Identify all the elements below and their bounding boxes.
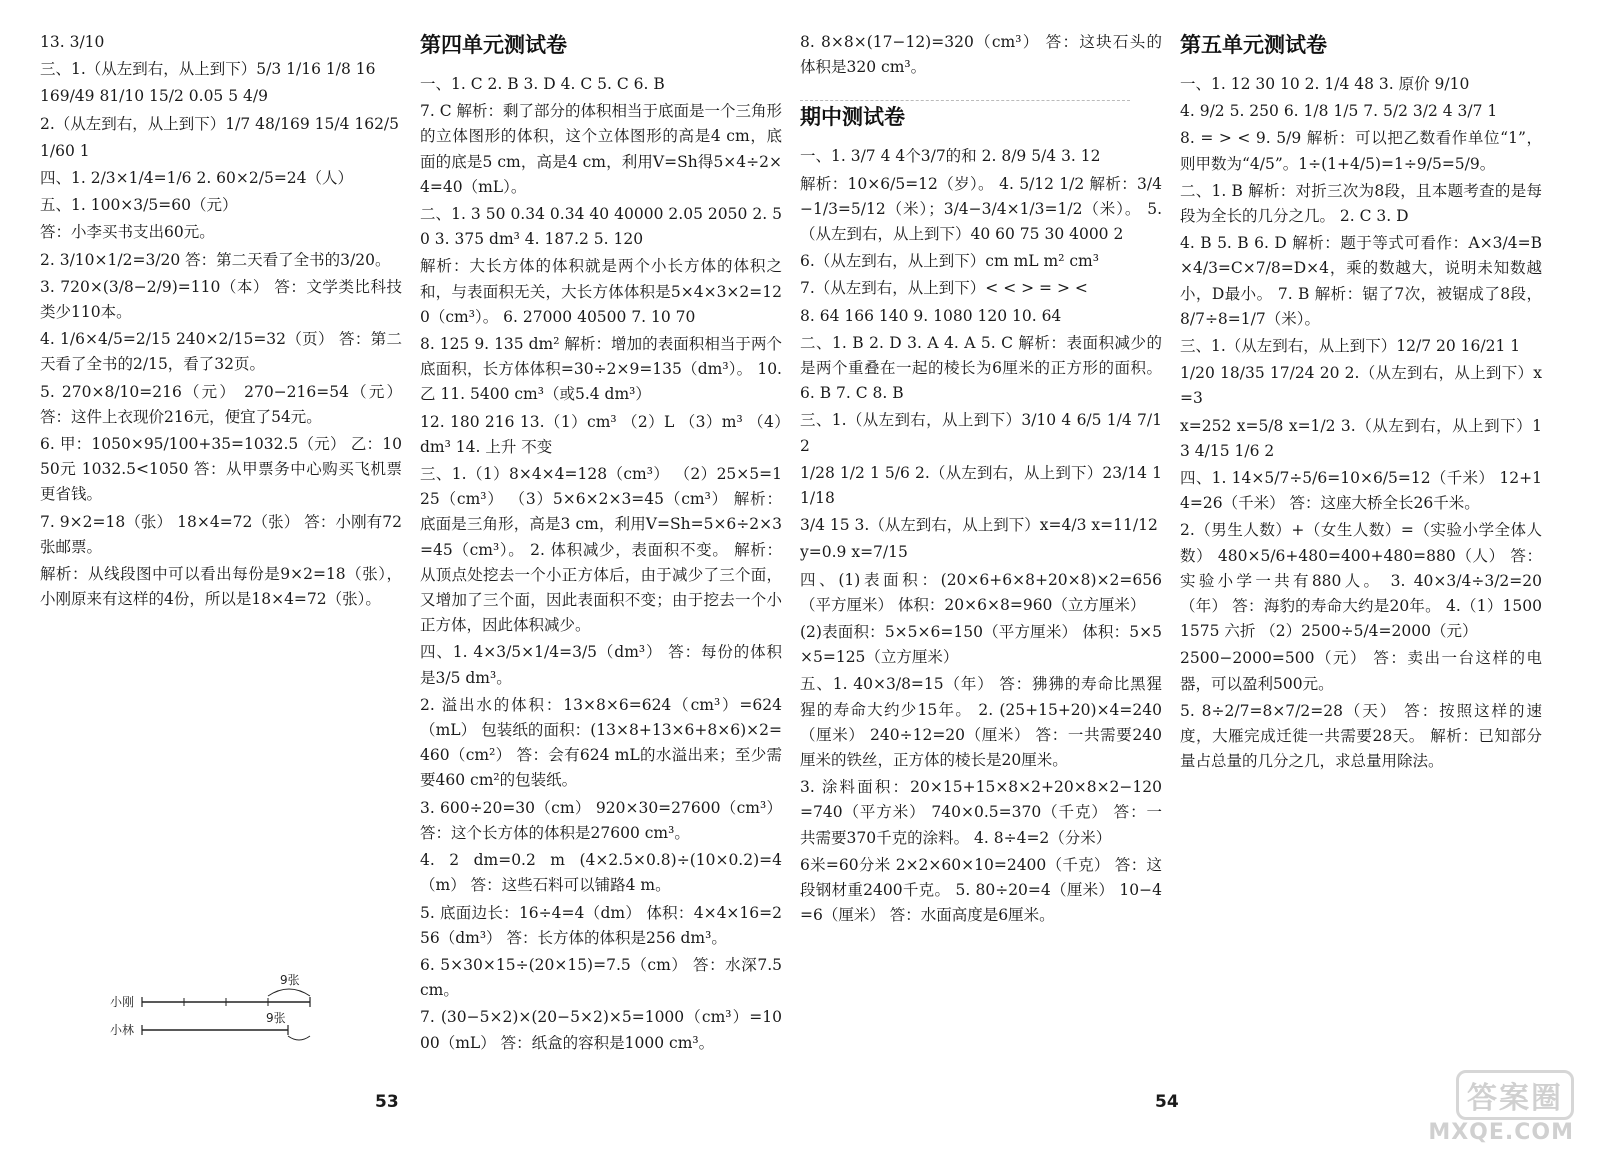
column-1-body <box>40 30 402 612</box>
answer-line: 三、1.（1）8×4×4=128（cm³） （2）25×5=125（cm³） （3）5×6×2×3=45（cm³） 解析：底面是三角形，高是3 cm，利用V=Sh=5×6÷2×3=45（cm³）。 2. 体积减少，表面积不变。 解析：从顶点处挖去一个小正方体后，由于减少了三个面，又增加了三个面，因此表面积不变；由于挖去一个小正方体，因此体积减少。 <box>420 465 782 635</box>
answer-line: 答：小李买书支出60元。 <box>40 223 215 242</box>
answer-line: 5. 8÷2/7=8×7/2=28（天） 答：按照这样的速度，大雁完成迁徙一共需要28天。 解析：已知部分量占总量的几分之几，求总量用除法。 <box>1180 701 1542 771</box>
answer-column-1 <box>40 30 402 1070</box>
answer-line: 5. 底面边长：16÷4=4（dm） 体积：4×4×16=256（dm³） 答：长方体的体积是256 dm³。 <box>420 903 782 947</box>
answer-line: 四、1. 2/3×1/4=1/6 2. 60×2/5=24（人） <box>40 169 354 188</box>
diagram-mark-bottom: 9张 <box>266 1011 286 1025</box>
answer-line: 13. 3/10 <box>40 33 105 51</box>
answer-line: 解析：从线段图中可以看出每份是9×2=18（张），小刚原来有这样的4份，所以是18×4=72（张）。 <box>40 565 402 609</box>
answer-line: 6.（从左到右，从上到下）cm mL m² cm³ <box>800 252 1099 271</box>
answer-line: 1/28 1/2 1 5/6 2.（从左到右，从上到下）23/14 11/18 <box>800 463 1162 508</box>
answer-line: y=0.9 x=7/15 <box>800 543 908 562</box>
watermark-url: MXQE.COM <box>1428 1120 1574 1145</box>
section-title-unit4: 第四单元测试卷 <box>420 33 567 57</box>
answer-line: 二、1. 3 50 0.34 0.34 40 40000 2.05 2050 2. 50 3. 375 dm³ 4. 187.2 5. 120 <box>420 205 782 249</box>
page-number-left: 53 <box>375 1092 399 1112</box>
answer-line: 7. C 解析：剩了部分的体积相当于底面是一个三角形的立体图形的体积，这个立体图形的高是4 cm，底面的底是5 cm，高是4 cm，利用V=Sh得5×4÷2×4=40（mL）。 <box>420 102 782 196</box>
diagram-label-top: 小刚 <box>110 995 135 1009</box>
answer-line: 5. 270×8/10=216（元） 270−216=54（元） 答：这件上衣现价216元，便宜了54元。 <box>40 382 402 426</box>
column-2-body <box>420 72 782 1056</box>
answer-line: 2500−2000=500（元） 答：卖出一台这样的电器，可以盈利500元。 <box>1180 649 1542 693</box>
answer-line: 1/60 1 <box>40 141 90 160</box>
section-title-unit5: 第五单元测试卷 <box>1180 33 1327 57</box>
answer-column-3 <box>800 30 1162 1070</box>
answer-line: 4. 9/2 5. 250 6. 1/8 1/5 7. 5/2 3/2 4 3/7 1 <box>1180 102 1498 121</box>
answer-column-2 <box>420 30 782 1070</box>
answer-line: 二、1. B 2. D 3. A 4. A 5. C 解析：表面积减少的是两个重叠在一起的棱长为6厘米的正方形的面积。 6. B 7. C 8. B <box>800 333 1162 403</box>
brace-bottom <box>288 1036 310 1040</box>
page-number-right: 54 <box>1155 1092 1179 1112</box>
answer-line: 三、1.（从左到右，从上到下）5/3 1/16 1/8 16 <box>40 60 376 79</box>
watermark <box>1384 1070 1574 1145</box>
answer-line: 四、1. 14×5/7÷5/6=10×6/5=12（千米） 12+14=26（千米） 答：这座大桥全长26千米。 <box>1180 469 1542 513</box>
answer-line: 二、1. B 解析：对折三次为8段，且本题考查的是每段为全长的几分之几。 2. C 3. D <box>1180 181 1542 226</box>
answer-line: 五、1. 40×3/8=15（年） 答：狒狒的寿命比黑猩猩的寿命大约少15年。 2. (25+15+20)×4=240（厘米） 240÷12=20（厘米） 答：一共需要240厘米的铁丝，正方体的棱长是20厘米。 <box>800 675 1162 770</box>
column-3-body <box>800 144 1162 928</box>
section-title-midterm: 期中测试卷 <box>800 105 905 130</box>
answer-line: 7.（从左到右，从上到下）< < > = > < <box>800 279 1088 298</box>
column-3-lead <box>800 30 1162 80</box>
answer-line: 6米=60分米 2×2×60×10=2400（千克） 答：这段钢材重2400千克。 5. 80÷20=4（厘米） 10−4=6（厘米） 答：水面高度是6厘米。 <box>800 855 1162 925</box>
answer-line: 一、1. 12 30 10 2. 1/4 48 3. 原价 9/10 <box>1180 75 1470 93</box>
answer-line: 7. (30−5×2)×(20−5×2)×5=1000（cm³）=1000（mL） 答：纸盒的容积是1000 cm³。 <box>420 1008 782 1052</box>
answer-line: 解析：大长方体的体积就是两个小长方体的体积之和，与表面积无关，大长方体体积是5×4×3×2=120（cm³）。 6. 27000 40500 7. 10 70 <box>420 257 782 326</box>
answer-line: (2)表面积：5×5×6=150（平方厘米） 体积：5×5×5=125（立方厘米） <box>800 623 1162 667</box>
answer-line: 12. 180 216 13.（1）cm³ （2）L （3）m³ （4）dm³ 14. 上升 不变 <box>420 412 782 456</box>
answer-line: 2.（男生人数）+（女生人数）=（实验小学全体人数） 480×5/6+480=400+480=880（人） 答：实验小学一共有880人。 3. 40×3/4÷3/2=20（年） 答：海豹的寿命大约是20年。 4.（1）1500 1575 六折 （2）2500÷5/4=2000（元） <box>1180 521 1542 641</box>
answer-line: 8. 8×8×(17−12)=320（cm³） 答：这块石头的体积是320 cm³。 <box>800 33 1162 77</box>
answer-line: 四、1. 4×3/5×1/4=3/5（dm³） 答：每份的体积是3/5 dm³。 <box>420 643 782 687</box>
answer-line: 4. 2 dm=0.2 m (4×2.5×0.8)÷(10×0.2)=4（m） 答：这些石料可以铺路4 m。 <box>420 851 782 895</box>
answer-line: 一、1. C 2. B 3. D 4. C 5. C 6. B <box>420 75 665 93</box>
answer-line: 解析：10×6/5=12（岁）。 4. 5/12 1/2 解析：3/4−1/3=5/12（米）；3/4−3/4×1/3=1/2（米）。 5.（从左到右，从上到下）40 60 75 30 4000 2 <box>800 174 1162 244</box>
diagram-label-bottom: 小林 <box>110 1023 135 1037</box>
column-4-body <box>1180 72 1542 774</box>
answer-column-4 <box>1180 30 1542 1070</box>
answer-line: 五、1. 100×3/5=60（元） <box>40 196 238 215</box>
answer-line: 2. 溢出水的体积：13×8×6=624（cm³）=624（mL） 包装纸的面积：(13×8+13×6+8×6)×2=460（cm²） 答：会有624 mL的水溢出来；至少需要460 cm²的包装纸。 <box>420 695 782 790</box>
answer-line: 3/4 15 3.（从左到右，从上到下）x=4/3 x=11/12 <box>800 516 1158 535</box>
answer-line: 6. 甲：1050×95/100+35=1032.5（元） 乙：1050元 1032.5<1050 答：从甲票务中心购买飞机票更省钱。 <box>40 435 402 504</box>
answer-line: 三、1.（从左到右，从上到下）3/10 4 6/5 1/4 7/12 <box>800 411 1162 455</box>
diagram-mark-top: 9张 <box>280 973 300 987</box>
line-segment-svg <box>70 960 370 1050</box>
answer-line: 169/49 81/10 15/2 0.05 5 4/9 <box>40 87 268 106</box>
answer-line: 1/20 18/35 17/24 20 2.（从左到右，从上到下）x=3 <box>1180 364 1542 408</box>
answer-line: 7. 9×2=18（张） 18×4=72（张） 答：小刚有72张邮票。 <box>40 512 402 556</box>
brace-top <box>268 989 310 996</box>
answer-line: 8. 125 9. 135 dm² 解析：增加的表面积相当于两个底面积，长方体体积=30÷2×9=135（dm³）。 10. 乙 11. 5400 cm³（或5.4 dm³） <box>420 335 782 404</box>
answer-line: 8. 64 166 140 9. 1080 120 10. 64 <box>800 306 1062 325</box>
answer-line: 4. 1/6×4/5=2/15 240×2/15=32（页） 答：第二天看了全书的2/15，看了32页。 <box>40 330 402 374</box>
answer-line: 3. 600÷20=30（cm） 920×30=27600（cm³） 答：这个长方体的体积是27600 cm³。 <box>420 798 782 842</box>
answer-line: 6. 5×30×15÷(20×15)=7.5（cm） 答：水深7.5 cm。 <box>420 955 782 1000</box>
answer-line: 8. = > < 9. 5/9 解析：可以把乙数看作单位“1”，则甲数为“4/5”。1÷(1+4/5)=1÷9/5=5/9。 <box>1180 129 1542 173</box>
section-divider <box>800 100 1130 101</box>
answer-line: x=252 x=5/8 x=1/2 3.（从左到右，从上到下）13 4/15 1/6 2 <box>1180 416 1542 460</box>
watermark-logo: 答案圈 <box>1456 1070 1574 1120</box>
answer-line: 4. B 5. B 6. D 解析：题于等式可看作：A×3/4=B×4/3=C×7/8=D×4，乘的数越大，说明未知数越小，D最小。 7. B 解析：锯了7次，被锯成了8段，8/7÷8=1/7（米）。 <box>1180 234 1542 328</box>
answer-line: 3. 720×(3/8−2/9)=110（本） 答：文学类比科技类少110本。 <box>40 277 402 322</box>
answer-line: 一、1. 3/7 4 4个3/7的和 2. 8/9 5/4 3. 12 <box>800 147 1101 166</box>
answer-line: 四、(1)表面积：(20×6+6×8+20×8)×2=656（平方厘米） 体积：20×6×8=960（立方厘米） <box>800 570 1162 614</box>
answer-line: 三、1.（从左到右，从上到下）12/7 20 16/21 1 <box>1180 337 1521 356</box>
answer-line: 2.（从左到右，从上到下）1/7 48/169 15/4 162/5 <box>40 114 400 133</box>
answer-line: 2. 3/10×1/2=3/20 答：第二天看了全书的3/20。 <box>40 250 391 269</box>
line-segment-diagram <box>70 960 370 1050</box>
answer-line: 3. 涂料面积：20×15+15×8×2+20×8×2−120=740（平方米） 740×0.5=370（千克） 答：一共需要370千克的涂料。 4. 8÷4=2（分米） <box>800 778 1162 847</box>
